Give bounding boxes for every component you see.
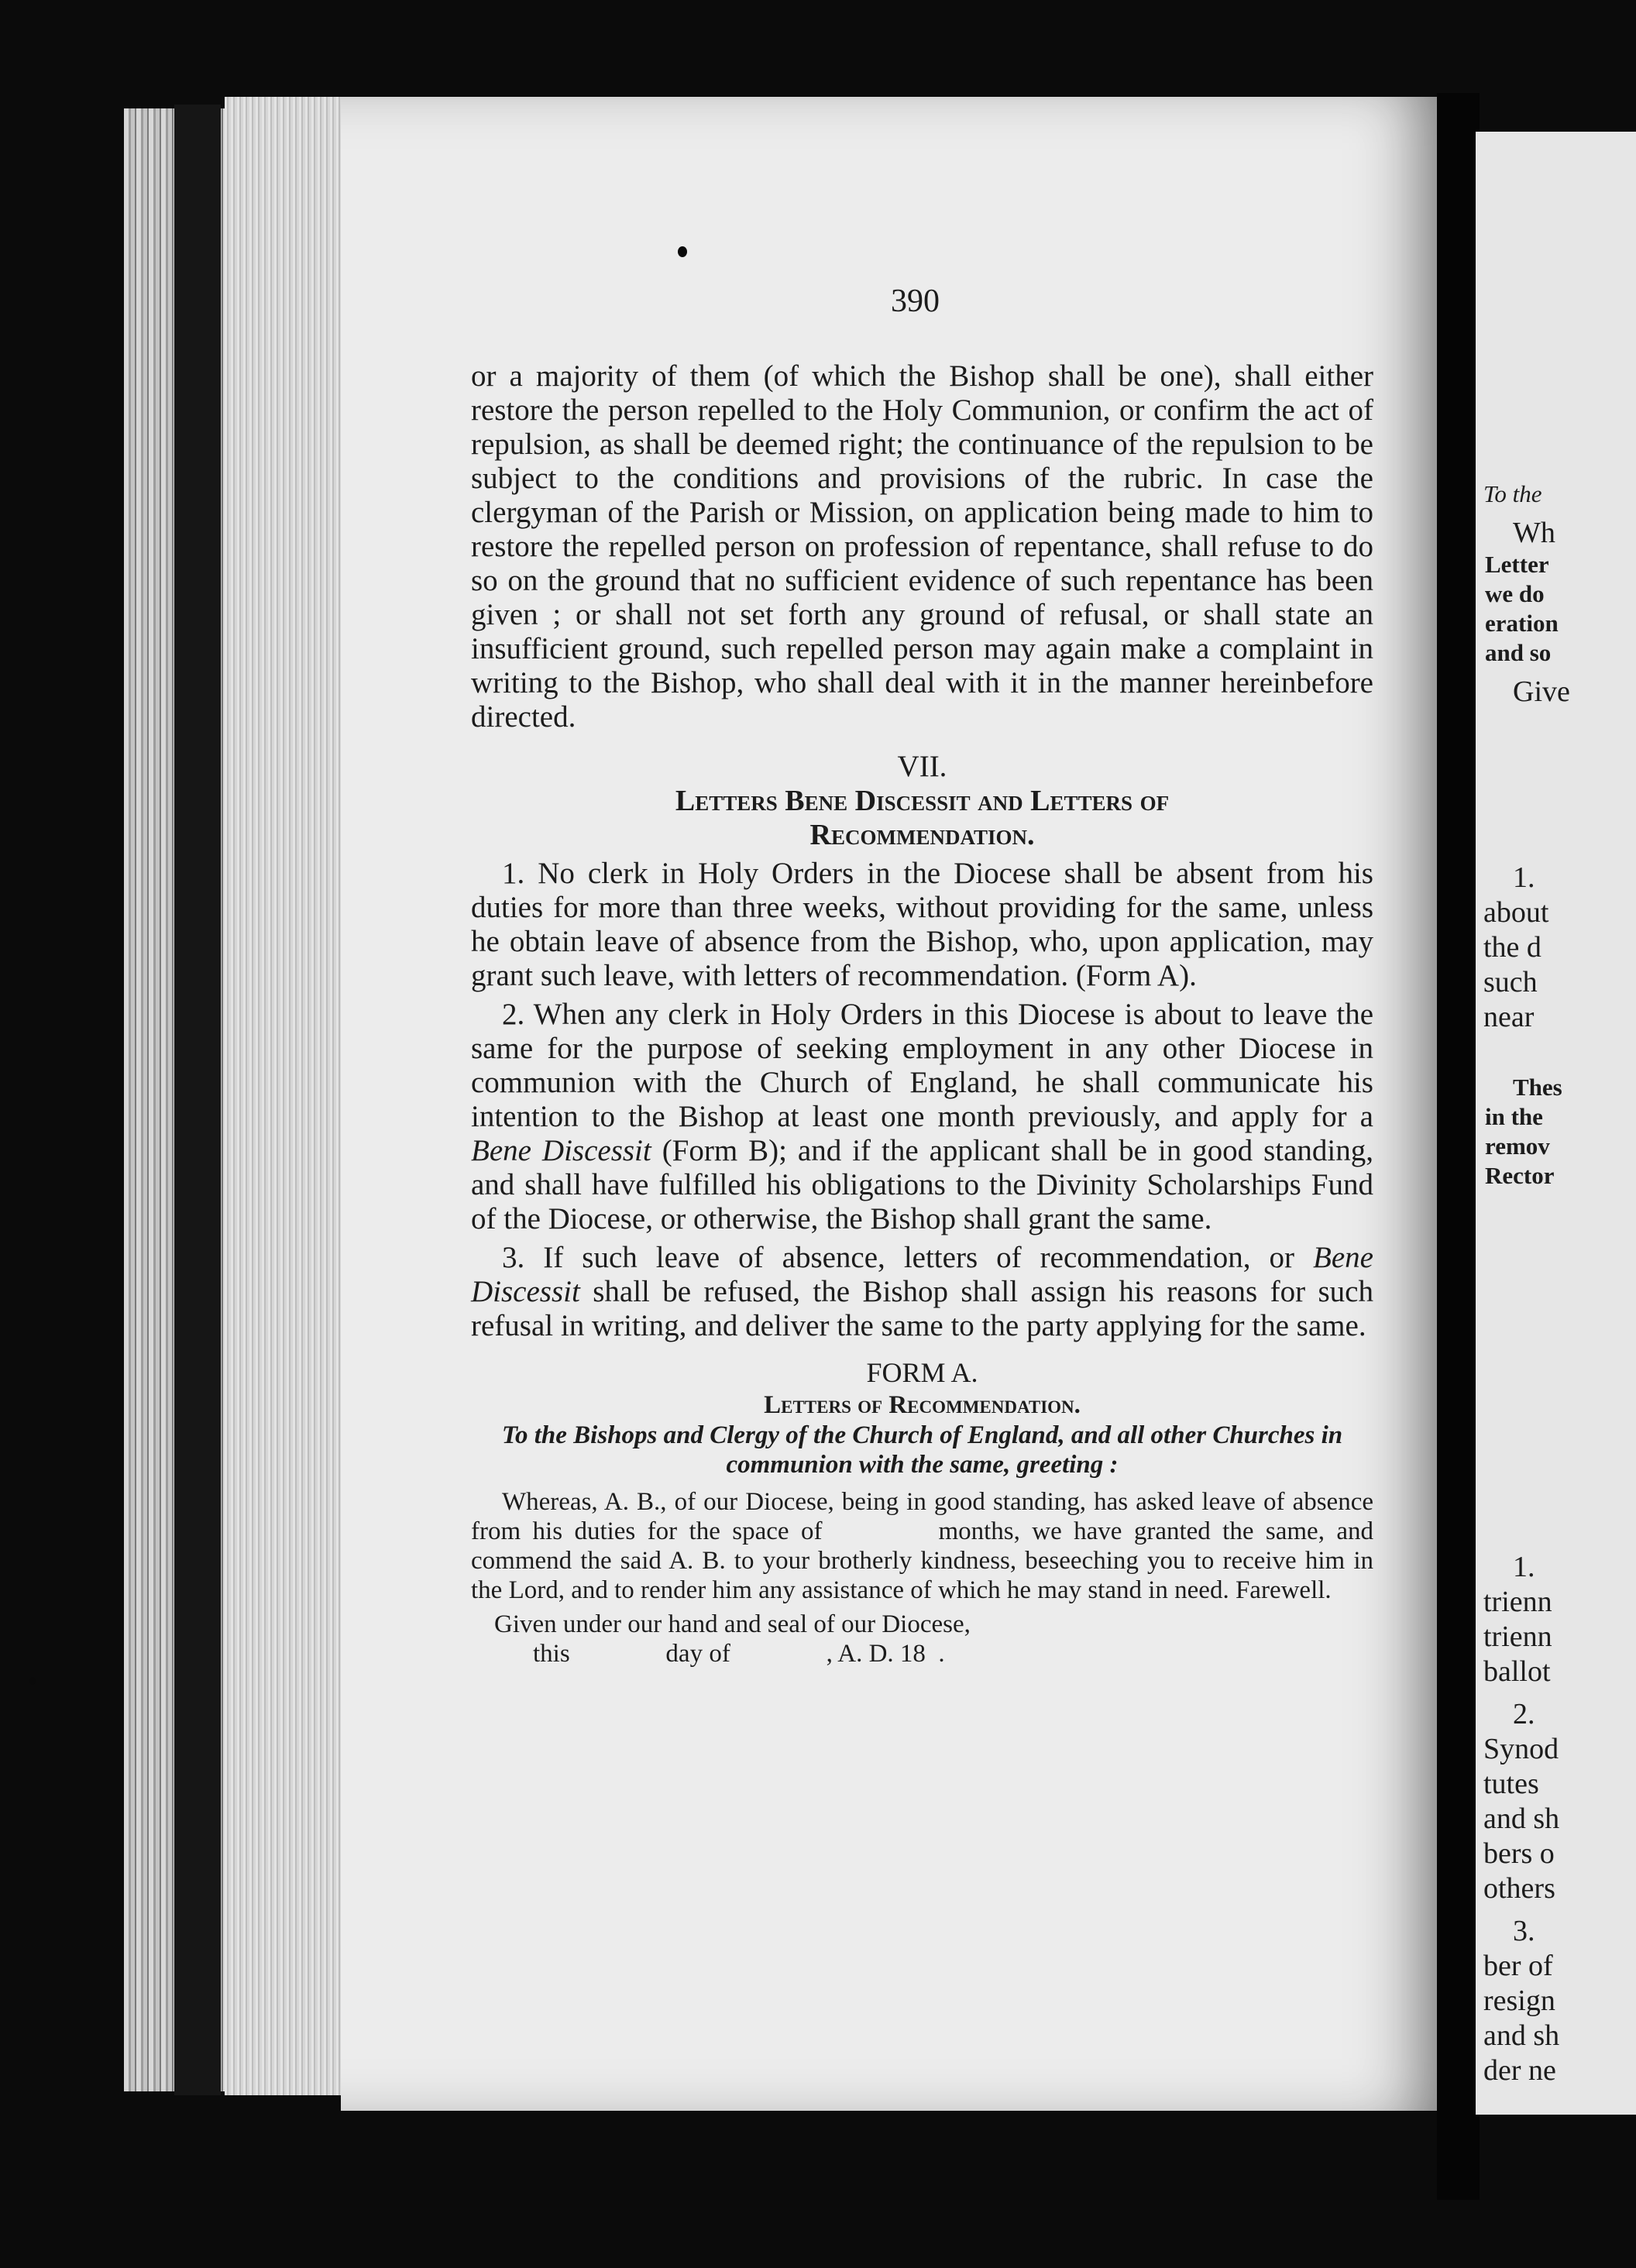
right-page-line: Rector [1485,1162,1555,1189]
right-page-line: near [1483,1001,1535,1033]
right-page-line: in the [1485,1103,1543,1130]
paragraph-3-text-b: shall be refused, the Bishop shall assign his reasons for such refusal in writing, and deliver the same to the party applying for the same. [471,1275,1373,1342]
right-page-line: and sh [1483,1802,1560,1835]
right-page-line: bers o [1483,1837,1555,1870]
section-heading-line-1: Letters Bene Discessit and Letters of [675,785,1170,817]
right-page-line: der ne [1483,2054,1556,2087]
form-a-address: To the Bishops and Clergy of the Church of England, and all other Churches in communion with the same, greeting : [501,1421,1343,1479]
right-page-line: Wh [1513,517,1555,549]
right-page-line: ballot [1483,1655,1551,1688]
right-page-line: 1. [1513,861,1535,894]
page-gutter [1437,93,1480,2200]
form-a-body-text-a: Whereas, A. B., of our Diocese, being in good standing, has asked leave of absence from his duties for the space of [471,1488,1373,1545]
book-spine-shadow [174,105,221,2095]
right-page-line: resign [1483,1984,1555,2017]
paragraph-3 [471,1241,1373,1343]
form-a-title: FORM A. [866,1357,978,1388]
right-page-line: ber of [1483,1950,1553,1982]
paragraph-2-text-a: 2. When any clerk in Holy Orders in this Diocese is about to leave the same for the purpose of seeking employment in any other Diocese in communion with the Church of England, he shall communicate his intention to the Bishop at least one month previously, and apply for a [471,998,1373,1133]
form-a-given-line: Given under our hand and seal of our Diocese, [494,1610,971,1638]
continued-paragraph: or a majority of them (of which the Bishop shall be one), shall either restore the person repelled to the Holy Communion, or confirm the act of repulsion, as shall be deemed right; the continuance of the repulsion to be subject to the conditions and provisions of the rubric. In case the clergyman of the Parish or Mission, on application being made to him to restore the repelled person on profession of repentance, shall refuse to do so on the ground that no sufficient evidence of such repentance has been given ; or shall not set forth any ground of refusal, or shall state an insufficient ground, such repelled person may again make a complaint in writing to the Bishop, who shall deal with it in the manner hereinbefore directed. [471,359,1373,734]
ink-spot [29,1677,36,1685]
right-page-line: tutes [1483,1768,1539,1800]
page-stack-edge [225,97,349,2095]
right-page-line: we do [1485,580,1545,607]
right-page-line: Thes [1513,1074,1562,1101]
right-page-line: Synod [1483,1733,1559,1765]
paragraph-1: 1. No clerk in Holy Orders in the Diocese shall be absent from his duties for more than three weeks, without providing for the same, unless he obtain leave of absence from the Bishop, who, upon application, may grant such leave, with letters of recommendation. (Form A). [471,857,1373,992]
right-page-line: eration [1485,610,1559,637]
paragraph-2-text-b: (Form B); and if the applicant shall be in good standing, and shall have fulfilled his obligations to the Divinity Scholarships Fund of the Diocese, or otherwise, the Bishop shall grant the same. [471,1134,1374,1235]
right-page-fragment [1476,132,1636,2115]
right-page-line: the d [1483,931,1541,964]
right-page-line: remov [1485,1132,1550,1160]
form-a-body-text-b: months, we have granted the same, and commend the said A. B. to your brotherly kindness, beseeching you to receive him in the Lord, and to render him any assistance of which he may stand in need. Farewell. [471,1517,1373,1604]
right-page-line: and so [1485,639,1552,666]
right-page-line: such [1483,966,1538,998]
right-page-line: trienn [1483,1620,1552,1653]
right-page-line: Letter [1485,551,1549,578]
right-page-line: Give [1513,675,1570,708]
right-page-line: 1. [1513,1551,1535,1583]
right-page-line: others [1483,1872,1555,1905]
right-page-line: trienn [1483,1586,1552,1618]
form-a-heading: Letters of Recommendation. [764,1391,1081,1419]
right-page-line: 3. [1513,1915,1535,1947]
form-a-date-line: this day of , A. D. 18 . [533,1640,945,1668]
paragraph-3-italic: Bene Discessit [471,1241,1373,1308]
section-heading-line-2: Recommendation. [809,819,1035,851]
page-body [471,359,1373,1668]
page-number: 390 [891,284,940,319]
right-page-line: about [1483,896,1549,929]
ink-spot [678,246,687,257]
right-page-line: To the [1483,480,1542,507]
right-page-line: and sh [1483,2019,1560,2052]
right-page-line: 2. [1513,1698,1535,1730]
section-number: VII. [897,750,947,783]
paragraph-2 [471,998,1373,1236]
paragraph-2-italic: Bene Discessit [471,1134,651,1167]
form-a-body [471,1487,1373,1605]
paragraph-3-text-a: 3. If such leave of absence, letters of recommendation, or [502,1241,1314,1274]
